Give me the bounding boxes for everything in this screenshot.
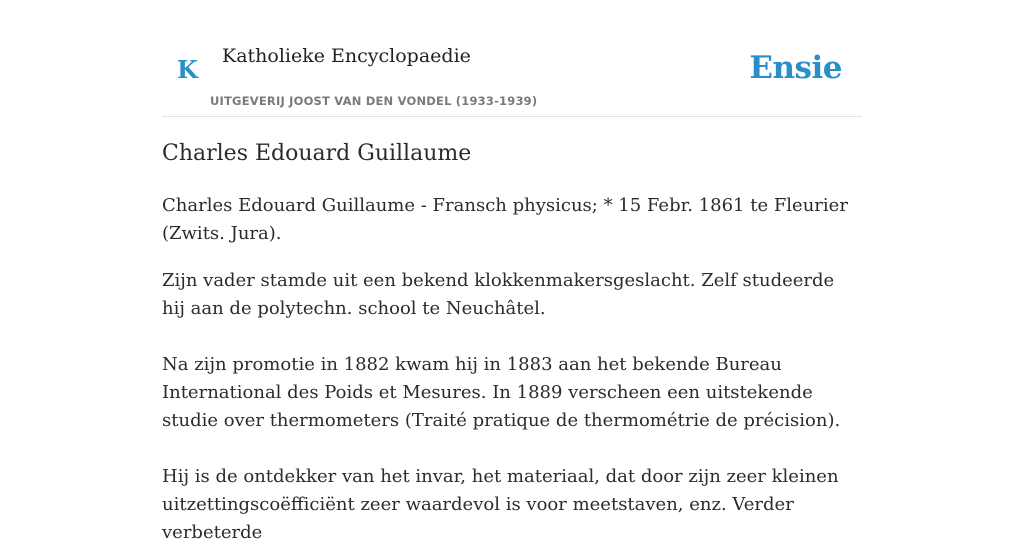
publisher-subtitle: UITGEVERIJ JOOST VAN DEN VONDEL (1933-1939) <box>210 94 538 108</box>
ensie-brand-link[interactable]: Ensie <box>749 50 842 86</box>
site-header <box>162 0 862 117</box>
article-paragraph: Charles Edouard Guillaume - Fransch physicus; * 15 Febr. 1861 te Fleurier (Zwits. Jura). <box>162 195 848 244</box>
article-paragraph: Na zijn promotie in 1882 kwam hij in 1883 aan het bekende Bureau International des Poids et Mesures. In 1889 verscheen een uitstekende studie over thermometers (Traité pratique de thermométrie de précision). <box>162 354 841 431</box>
article-title: Charles Edouard Guillaume <box>162 141 472 166</box>
article-paragraph: Hij is de ontdekker van het invar, het materiaal, dat door zijn zeer kleinen uitzettingscoëfficiënt zeer waardevol is voor meetstaven, enz. Verder verbeterde <box>162 466 839 543</box>
site-title-link[interactable]: Katholieke Encyclopaedie <box>222 45 471 67</box>
article-paragraph: Zijn vader stamde uit een bekend klokkenmakersgeslacht. Zelf studeerde hij aan de polytechn. school te Neuchâtel. <box>162 270 835 319</box>
article-content <box>162 138 862 547</box>
site-logo[interactable]: K <box>177 55 198 84</box>
